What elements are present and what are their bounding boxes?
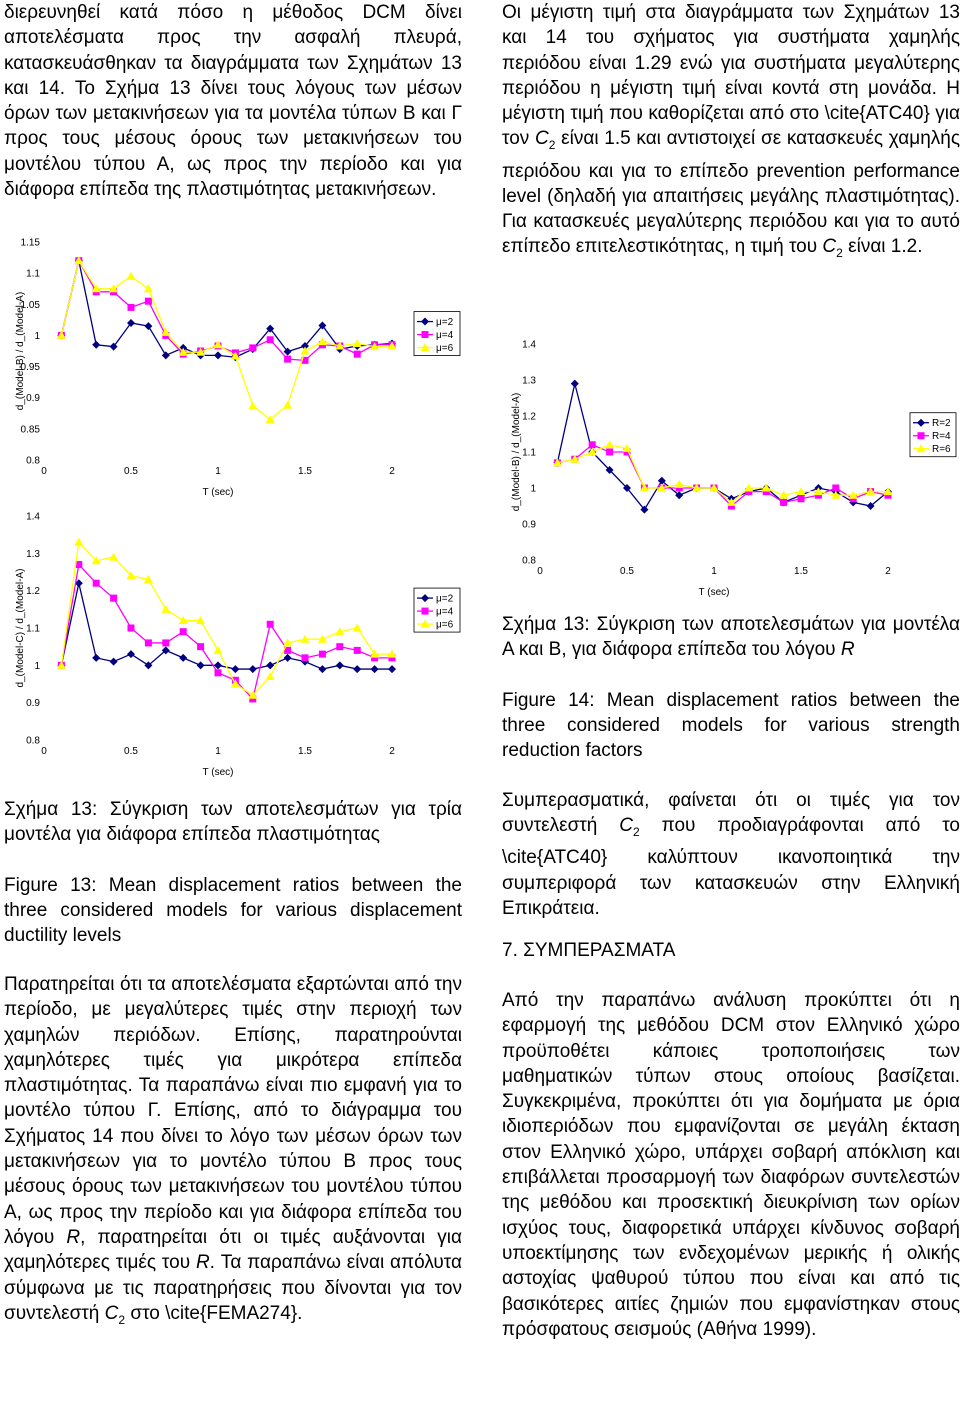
x-tick-label: 1.5 bbox=[794, 566, 808, 577]
legend-marker bbox=[422, 331, 429, 338]
data-point bbox=[318, 665, 326, 673]
symbol-C2-subscript: 2 bbox=[548, 138, 556, 153]
y-tick-label: 1 bbox=[530, 483, 536, 495]
figure-14-chart bbox=[510, 332, 951, 598]
symbol-C2: C bbox=[619, 815, 634, 837]
legend-label: μ=2 bbox=[436, 317, 454, 329]
data-point bbox=[92, 654, 100, 662]
data-point bbox=[215, 669, 222, 676]
x-tick-label: 2 bbox=[885, 566, 891, 577]
legend-label: μ=2 bbox=[436, 593, 454, 605]
series-3 bbox=[57, 538, 397, 699]
data-point bbox=[388, 665, 396, 673]
series-2 bbox=[58, 257, 396, 364]
data-point bbox=[283, 401, 292, 409]
x-tick-label: 2 bbox=[389, 466, 395, 477]
data-point bbox=[318, 337, 327, 345]
symbol-R: R bbox=[840, 639, 855, 660]
y-tick-label: 0.8 bbox=[26, 455, 40, 467]
legend-marker-shape bbox=[422, 608, 429, 615]
y-tick-label: 1.1 bbox=[26, 623, 40, 635]
series-2 bbox=[58, 561, 396, 702]
y-tick-label: 1.3 bbox=[26, 548, 40, 560]
series-line bbox=[61, 542, 392, 695]
data-point bbox=[214, 646, 223, 654]
right-paragraph-1 bbox=[502, 0, 960, 267]
data-point bbox=[179, 654, 187, 662]
symbol-C2: C bbox=[535, 128, 549, 150]
right-paragraph-2-text-a: Συμπερασματικά, φαίνεται ότι οι τιμές για τον συντελεστή bbox=[502, 790, 960, 837]
figure-13a-chart bbox=[14, 226, 454, 516]
data-point bbox=[675, 480, 684, 488]
left-paragraph-2-text-a: Παρατηρείται ότι τα αποτελέσματα εξαρτώνται από την περίοδο, με μεγαλύτερες τιμές στην περιοχή των χαμηλών περιόδων. Επίσης, παρατηρούνται χαμηλότερες τιμές για μικρότερα επίπεδα πλαστιμότητας. Τα παραπάνω είναι πιο εμφανή για το μοντέλο τύπου Γ. Επίσης, από το διάγραμμα του Σχήματος 14 που δίνει το λόγο των μέσων όρων των μετακινήσεων για το μοντέλο τύπου Β προς τους μέσους όρους των μετακινήσεων του μοντέλου τύπου Α, ως προς την περίοδο και για διάφορα επίπεδα του λόγου bbox=[4, 974, 462, 1248]
data-point bbox=[93, 580, 100, 587]
x-axis-title: T (sec) bbox=[202, 487, 234, 498]
right-paragraph-2-text-b: που προδιαγράφονται από το \cite{ATC40} καλύπτουν ικανοποιητικά την συμπεριφορά των κατασκευών στην Ελληνική Επικράτεια. bbox=[502, 815, 960, 919]
data-point bbox=[319, 651, 326, 658]
data-point bbox=[798, 495, 805, 502]
data-point bbox=[180, 628, 187, 635]
x-tick-label: 0 bbox=[41, 746, 47, 757]
x-tick-label: 1 bbox=[711, 566, 717, 577]
y-tick-label: 0.85 bbox=[20, 424, 40, 436]
data-point bbox=[145, 639, 152, 646]
left-paragraph-2 bbox=[4, 972, 462, 1333]
y-tick-label: 1.15 bbox=[20, 237, 40, 249]
data-point bbox=[354, 351, 361, 358]
x-tick-label: 1 bbox=[215, 746, 221, 757]
y-tick-label: 0.9 bbox=[522, 519, 536, 531]
series-2 bbox=[554, 441, 892, 509]
data-point bbox=[214, 351, 222, 359]
y-tick-label: 1.4 bbox=[26, 511, 40, 523]
data-point bbox=[197, 643, 204, 650]
legend-marker bbox=[422, 608, 429, 615]
symbol-C2: C bbox=[104, 1302, 119, 1324]
data-point bbox=[353, 665, 361, 673]
data-point bbox=[92, 341, 100, 349]
data-point bbox=[162, 351, 170, 359]
legend-label: R=2 bbox=[932, 418, 951, 430]
legend-label: R=4 bbox=[932, 431, 951, 443]
right-paragraph-1-text-c: είναι 1.2. bbox=[842, 236, 923, 258]
right-paragraph-1-text-b: είναι 1.5 και αντιστοιχεί σε κατασκευές χαμηλής περιόδου και για το επίπεδο prevention performance level (δηλαδή για απαιτήσεις μεγάλης πλαστιμότητας). Για κατασκευές μεγαλύτερης περιόδου και για το αυτό επίπεδο επιτελεστικότητας, η τιμή του bbox=[502, 128, 960, 258]
legend-label: μ=4 bbox=[436, 606, 454, 618]
y-tick-label: 1 bbox=[34, 330, 40, 342]
symbol-C2-subscript: 2 bbox=[836, 246, 843, 261]
data-point bbox=[127, 272, 136, 280]
y-tick-label: 1.4 bbox=[522, 339, 536, 351]
left-paragraph-2-text-d: στο \cite{FEMA274}. bbox=[125, 1302, 303, 1324]
y-tick-label: 1.2 bbox=[26, 586, 40, 598]
data-point bbox=[266, 672, 275, 680]
data-point bbox=[145, 298, 152, 305]
legend-marker-shape bbox=[422, 331, 429, 338]
data-point bbox=[336, 643, 343, 650]
data-point bbox=[110, 595, 117, 602]
symbol-C2-subscript: 2 bbox=[633, 825, 640, 840]
data-point bbox=[266, 661, 274, 669]
legend-label: μ=6 bbox=[436, 343, 454, 355]
right-paragraph-1-text-a: Οι μέγιστη τιμή στα διαγράμματα των Σχημάτων 13 και 14 του σχήματος για συστήματα χαμηλής περιόδου είναι 1.29 ενώ για συστήματα μεγαλύτερης περιόδου η μέγιστη τιμή είναι κοντά στη μονάδα. Η μέγιστη τιμή που καθορίζεται από στο \cite{ATC40} για τον bbox=[502, 2, 960, 150]
figure-14-caption-greek-text: Σχήμα 13: Σύγκριση των αποτελεσμάτων για μοντέλα Α και Β, για διάφορα επίπεδα του λόγου bbox=[502, 614, 960, 660]
data-point bbox=[197, 661, 205, 669]
data-point bbox=[162, 639, 169, 646]
data-point bbox=[780, 499, 787, 506]
legend-marker-shape bbox=[918, 432, 925, 439]
right-paragraph-3: Από την παραπάνω ανάλυση προκύπτει ότι η εφαρμογή της μεθόδου DCM στον Ελληνικό χώρο προϋποθέτει κάποιες τροποποιήσεις των μαθηματικών τύπων στους οποίους βασίζεται. Συγκεκριμένα, προκύπτει ότι για δομήματα με όρια ιδιοπεριόδων που εμφανίζονται σε μεγάλη έκταση στον Ελληνικό χώρο, υπάρχει σοβαρή απόκλιση και επιβάλλεται προσαρμογή των διαφόρων συντελεστών της μεθόδου και προσεκτική διευκρίνιση των ορίων ισχύος τους, διαφορετικά υπάρχει κίνδυνος σοβαρή υποεκτίμησης των ενδεχομένων μερικής ή ολικής αστοχίας ψαθυρού τύπου που είναι και από τις βασικότερες αιτίες ζημιών που εμφανίστηκαν στους πρόσφατους σεισμούς (Αθήνα 1999). bbox=[502, 990, 960, 1340]
figure-13-caption-english: Figure 13: Mean displacement ratios between the three considered models for various displacement ductility levels bbox=[4, 875, 462, 946]
left-paragraph-2-text-b: , παρατηρείται ότι οι τιμές αυξάνονται για χαμηλότερες τιμές του bbox=[4, 1226, 462, 1274]
data-point bbox=[144, 322, 152, 330]
x-tick-label: 1.5 bbox=[298, 746, 312, 757]
data-point bbox=[231, 665, 239, 673]
y-tick-label: 0.9 bbox=[26, 698, 40, 710]
left-paragraph-2-text-c: . Τα παραπάνω είναι απόλυτα σύμφωνα με τις παρατηρήσεις που δίνονται για τον συντελεστή bbox=[4, 1252, 462, 1324]
figure-14-caption-greek bbox=[502, 612, 960, 662]
data-point bbox=[144, 284, 153, 292]
left-paragraph-1: διερευνηθεί κατά πόσο η μέθοδος DCM δίνει αποτελέσματα προς την ασφαλή πλευρά, κατασκευάσθηκαν τα διαγράμματα των Σχημάτων 13 και 14. Το Σχήμα 13 δίνει τους λόγους των μέσων όρων των μετακινήσεων για τα μοντέλα τύπων Β και Γ προς τους μέσους όρους των μετακινήσεων του μοντέλου τύπου Α, ως προς την περίοδο και για διάφορα επίπεδα της πλαστιμότητας μετακινήσεων. bbox=[4, 2, 462, 201]
x-axis-title: T (sec) bbox=[698, 587, 730, 598]
data-point bbox=[353, 339, 362, 347]
data-point bbox=[336, 661, 344, 669]
symbol-R: R bbox=[66, 1226, 81, 1248]
y-tick-label: 1 bbox=[34, 660, 40, 672]
symbol-C2-subscript: 2 bbox=[118, 1312, 126, 1327]
y-tick-label: 1.1 bbox=[522, 447, 536, 459]
symbol-R: R bbox=[195, 1252, 210, 1274]
data-point bbox=[284, 654, 292, 662]
x-tick-label: 0.5 bbox=[124, 466, 138, 477]
data-point bbox=[267, 621, 274, 628]
data-point bbox=[832, 485, 839, 492]
data-point bbox=[128, 304, 135, 311]
x-tick-label: 0.5 bbox=[620, 566, 634, 577]
legend-label: μ=6 bbox=[436, 619, 454, 631]
data-point bbox=[606, 449, 613, 456]
data-point bbox=[109, 553, 118, 561]
y-tick-label: 1.3 bbox=[522, 375, 536, 387]
figure-13b-chart bbox=[14, 510, 454, 780]
y-tick-label: 1.1 bbox=[26, 268, 40, 280]
data-point bbox=[353, 624, 362, 632]
data-point bbox=[589, 441, 596, 448]
data-point bbox=[249, 665, 257, 673]
figure-13-caption-greek: Σχήμα 13: Σύγκριση των αποτελεσμάτων για τρία μοντέλα για διάφορα επίπεδα πλαστιμότητας bbox=[4, 799, 462, 845]
data-point bbox=[267, 336, 274, 343]
x-tick-label: 0 bbox=[537, 566, 543, 577]
data-point bbox=[248, 401, 257, 409]
legend-label: R=6 bbox=[932, 444, 951, 456]
data-point bbox=[354, 647, 361, 654]
data-point bbox=[127, 650, 135, 658]
symbol-C2: C bbox=[822, 236, 837, 258]
right-paragraph-2 bbox=[502, 788, 960, 921]
data-point bbox=[161, 605, 170, 613]
section-heading-conclusions: 7. ΣΥΜΠΕΡΑΣΜΑΤΑ bbox=[502, 940, 676, 961]
x-tick-label: 2 bbox=[389, 746, 395, 757]
y-axis-title: d_(Model-B) / d_(Model-A) bbox=[511, 392, 522, 512]
data-point bbox=[110, 658, 118, 666]
series-line bbox=[61, 261, 392, 420]
legend-marker bbox=[918, 432, 925, 439]
data-point bbox=[74, 538, 83, 546]
y-axis-title: d_(Model-C) / d_(Model-A) bbox=[15, 568, 26, 688]
data-point bbox=[249, 344, 256, 351]
figure-14-caption-english: Figure 14: Mean displacement ratios between the three considered models for various strength reduction factors bbox=[502, 690, 960, 761]
x-tick-label: 0.5 bbox=[124, 746, 138, 757]
data-point bbox=[284, 356, 291, 363]
data-point bbox=[371, 665, 379, 673]
y-tick-label: 0.9 bbox=[26, 393, 40, 405]
y-axis-title: d_(Model-B) / d_(Model-A) bbox=[15, 291, 26, 411]
data-point bbox=[302, 654, 309, 661]
series-3 bbox=[57, 256, 397, 423]
x-tick-label: 1.5 bbox=[298, 466, 312, 477]
x-axis-title: T (sec) bbox=[202, 767, 234, 778]
y-tick-label: 1.05 bbox=[20, 299, 40, 311]
x-tick-label: 1 bbox=[215, 466, 221, 477]
data-point bbox=[571, 380, 579, 388]
y-tick-label: 0.8 bbox=[26, 735, 40, 747]
data-point bbox=[605, 440, 614, 448]
legend-label: μ=4 bbox=[436, 330, 454, 342]
data-point bbox=[128, 625, 135, 632]
y-tick-label: 0.8 bbox=[522, 555, 536, 567]
x-tick-label: 0 bbox=[41, 466, 47, 477]
y-tick-label: 1.2 bbox=[522, 411, 536, 423]
y-tick-label: 0.95 bbox=[20, 362, 40, 374]
